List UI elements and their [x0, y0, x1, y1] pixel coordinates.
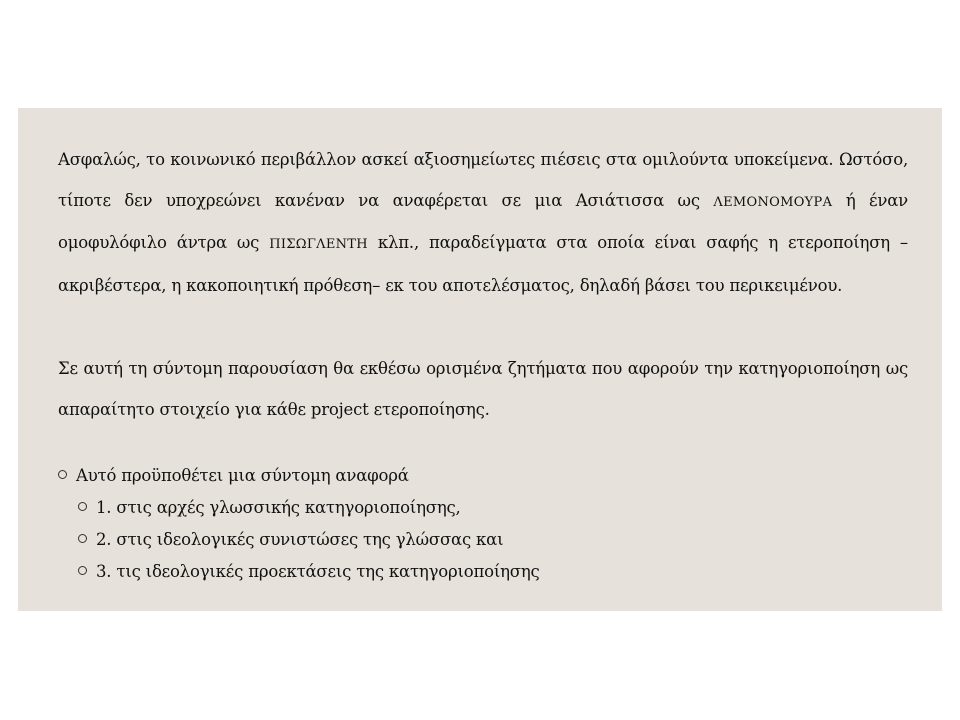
hollow-circle-bullet-icon — [78, 566, 87, 575]
paragraph-1 — [58, 140, 908, 306]
paragraph-1-text-3: κλπ., παραδείγματα στα οποία είναι σαφής η ετεροποίηση –ακριβέστερα, η κακοποιητική πρόθεση– εκ του αποτελέσματος, δηλαδή βάσει του περικειμένου. — [58, 233, 908, 295]
sub-bullet-text: 3. τις ιδεολογικές προεκτάσεις της κατηγοριοποίησης — [96, 562, 540, 581]
small-caps-term-lemonomoura: ΛΕΜΟΝΟΜΟΥΡΑ — [713, 194, 833, 210]
paragraph-1-text-2: ή έναν ομοφυλόφιλο άντρα ως — [58, 190, 908, 252]
hollow-circle-bullet-icon — [78, 502, 87, 511]
small-caps-term-pisoglentis: ΠΙΣΩΓΛΕΝΤΗ — [269, 237, 368, 252]
paragraph-2 — [58, 349, 908, 430]
bullet-list — [58, 460, 540, 588]
paragraph-2-text: Σε αυτή τη σύντομη παρουσίαση θα εκθέσω ορισμένα ζητήματα που αφορούν την κατηγοριοποίηση ως απαραίτητο στοιχείο για κάθε project ετεροποίησης. — [58, 359, 908, 419]
sub-bullet-text: 2. στις ιδεολογικές συνιστώσες της γλώσσας και — [96, 530, 504, 549]
bullet-text: Αυτό προϋποθέτει μια σύντομη αναφορά — [76, 466, 409, 485]
sub-bullet-text: 1. στις αρχές γλωσσικής κατηγοριοποίησης, — [96, 498, 461, 517]
bullet-item — [58, 460, 540, 492]
sub-bullet-item — [58, 556, 540, 588]
paragraph-1-text-1: Ασφαλώς, το κοινωνικό περιβάλλον ασκεί αξιοσημείωτες πιέσεις στα ομιλούντα υποκείμενα. Ωστόσο, τίποτε δεν υποχρεώνει κανέναν να αναφέρεται σε μια Ασιάτισσα ως — [58, 150, 908, 210]
hollow-circle-bullet-icon — [58, 470, 67, 479]
hollow-circle-bullet-icon — [78, 534, 87, 543]
content-box — [18, 108, 942, 611]
sub-bullet-item — [58, 492, 540, 524]
sub-bullet-item — [58, 524, 540, 556]
